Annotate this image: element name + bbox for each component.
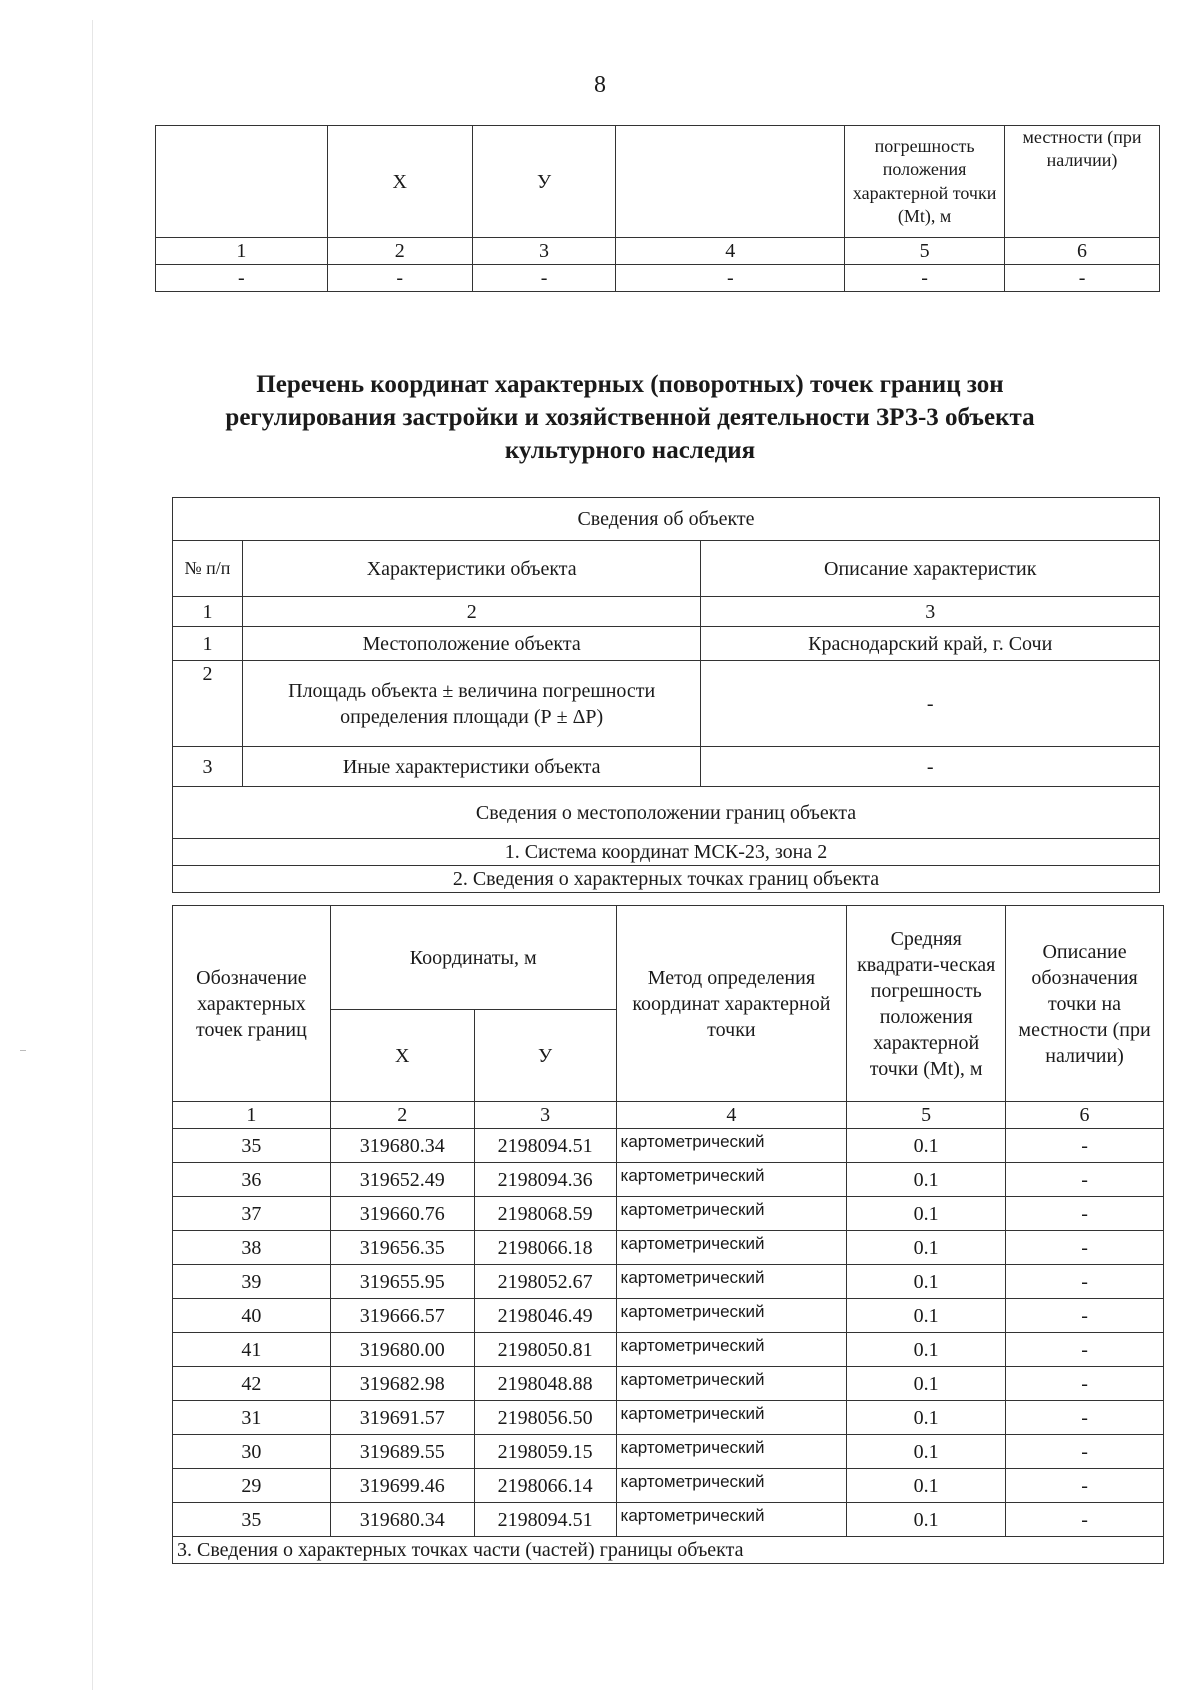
cell: 0.1 — [847, 1129, 1006, 1163]
cell: - — [1006, 1333, 1164, 1367]
location-title-row — [173, 787, 1160, 839]
cell: - — [156, 265, 328, 292]
cell: 2198068.59 — [474, 1197, 616, 1231]
points-footer-row — [173, 1537, 1164, 1564]
cell: картометрический — [616, 1333, 847, 1367]
object-info-number-row — [173, 597, 1160, 627]
cell: У — [472, 126, 616, 238]
table-row — [173, 1333, 1164, 1367]
cell: 3 — [701, 597, 1160, 627]
col-error-header: Средняя квадрати-ческая погрешность положения характерной точки (Mt), м — [847, 906, 1006, 1102]
table-row — [173, 661, 1160, 747]
cell: 2198050.81 — [474, 1333, 616, 1367]
cell: 319656.35 — [330, 1231, 474, 1265]
cell: 319691.57 — [330, 1401, 474, 1435]
cell: 41 — [173, 1333, 331, 1367]
col-y-header: У — [474, 1010, 616, 1102]
col-coords-header: Координаты, м — [330, 906, 616, 1010]
cell: 31 — [173, 1401, 331, 1435]
object-info-title: Сведения об объекте — [173, 498, 1160, 541]
cell: 35 — [173, 1503, 331, 1537]
cell: 2198094.51 — [474, 1503, 616, 1537]
title-line: регулирования застройки и хозяйственной деятельности ЗРЗ-3 объекта — [225, 404, 1035, 431]
scan-margin-line — [92, 20, 93, 1690]
continued-table — [155, 125, 1160, 292]
col-designation-header: Обозначение характерных точек границ — [173, 906, 331, 1102]
continued-table-dash-row — [156, 265, 1160, 292]
cell: 4 — [616, 1102, 847, 1129]
cell: 2 — [327, 238, 472, 265]
cell: 0.1 — [847, 1469, 1006, 1503]
cell: 1 — [156, 238, 328, 265]
table-row — [173, 1231, 1164, 1265]
cell: 319680.34 — [330, 1129, 474, 1163]
table-row — [173, 1265, 1164, 1299]
cell: 0.1 — [847, 1435, 1006, 1469]
cell: 2198066.14 — [474, 1469, 616, 1503]
cell: Х — [327, 126, 472, 238]
cell: картометрический — [616, 1503, 847, 1537]
cell: 2198048.88 — [474, 1367, 616, 1401]
cell: 0.1 — [847, 1401, 1006, 1435]
cell: - — [1006, 1163, 1164, 1197]
cell: 40 — [173, 1299, 331, 1333]
coord-system-row — [173, 839, 1160, 866]
cell: - — [1006, 1299, 1164, 1333]
cell: картометрический — [616, 1163, 847, 1197]
cell: 35 — [173, 1129, 331, 1163]
cell: 42 — [173, 1367, 331, 1401]
cell — [616, 126, 845, 238]
table-row — [173, 1299, 1164, 1333]
cell: 38 — [173, 1231, 331, 1265]
cell: картометрический — [616, 1299, 847, 1333]
coord-system: 1. Система координат МСК-23, зона 2 — [173, 839, 1160, 866]
cell: 2198066.18 — [474, 1231, 616, 1265]
cell: 319689.55 — [330, 1435, 474, 1469]
cell: - — [1006, 1435, 1164, 1469]
page-number: 8 — [594, 72, 606, 98]
object-info-header-row — [173, 541, 1160, 597]
cell: Площадь объекта ± величина погрешности определения площади (Р ± ΔР) — [242, 661, 701, 747]
col-desc-header: Описание характеристик — [701, 541, 1160, 597]
cell: - — [1006, 1469, 1164, 1503]
cell — [156, 126, 328, 238]
cell: 2198052.67 — [474, 1265, 616, 1299]
table-row — [173, 627, 1160, 661]
cell: 30 — [173, 1435, 331, 1469]
col-desc-header: Описание обозначения точки на местности (при наличии) — [1006, 906, 1164, 1102]
points-header-row — [173, 906, 1164, 1010]
cell: 0.1 — [847, 1231, 1006, 1265]
cell: - — [1006, 1503, 1164, 1537]
cell: 6 — [1005, 238, 1160, 265]
cell: 1 — [173, 627, 243, 661]
table-row — [173, 1469, 1164, 1503]
table-row — [173, 1129, 1164, 1163]
cell: - — [1006, 1129, 1164, 1163]
cell: 2198056.50 — [474, 1401, 616, 1435]
cell: Краснодарский край, г. Сочи — [701, 627, 1160, 661]
cell: - — [327, 265, 472, 292]
cell: 0.1 — [847, 1197, 1006, 1231]
section-title-row — [173, 498, 1160, 541]
cell: 37 — [173, 1197, 331, 1231]
cell: 319655.95 — [330, 1265, 474, 1299]
cell: - — [1005, 265, 1160, 292]
cell: картометрический — [616, 1129, 847, 1163]
cell: - — [1006, 1231, 1164, 1265]
cell: картометрический — [616, 1469, 847, 1503]
cell: Местоположение объекта — [242, 627, 701, 661]
cell: картометрический — [616, 1265, 847, 1299]
col-x-header: Х — [330, 1010, 474, 1102]
cell: 3 — [474, 1102, 616, 1129]
table-row — [173, 1435, 1164, 1469]
table-row — [173, 1367, 1164, 1401]
location-info-title: Сведения о местоположении границ объекта — [173, 787, 1160, 839]
cell: погрешность положения характерной точки (Mt), м — [845, 126, 1005, 238]
points-title: 2. Сведения о характерных точках границ объекта — [173, 866, 1160, 893]
continued-table-number-row — [156, 238, 1160, 265]
cell: картометрический — [616, 1435, 847, 1469]
cell: 36 — [173, 1163, 331, 1197]
cell: - — [1006, 1401, 1164, 1435]
cell: 5 — [845, 238, 1005, 265]
col-num-header: № п/п — [173, 541, 243, 597]
cell: 3 — [173, 747, 243, 787]
cell: 0.1 — [847, 1503, 1006, 1537]
cell: 1 — [173, 1102, 331, 1129]
cell: 6 — [1006, 1102, 1164, 1129]
table-row — [173, 1401, 1164, 1435]
cell: картометрический — [616, 1231, 847, 1265]
cell: 319682.98 — [330, 1367, 474, 1401]
cell: 1 — [173, 597, 243, 627]
cell: 2198094.36 — [474, 1163, 616, 1197]
cell: 319666.57 — [330, 1299, 474, 1333]
cell: 2 — [173, 661, 243, 747]
cell: картометрический — [616, 1197, 847, 1231]
cell: - — [701, 661, 1160, 747]
cell: картометрический — [616, 1401, 847, 1435]
points-footer: 3. Сведения о характерных точках части (частей) границы объекта — [173, 1537, 1164, 1564]
cell: картометрический — [616, 1367, 847, 1401]
cell: 2 — [330, 1102, 474, 1129]
points-number-row — [173, 1102, 1164, 1129]
title-line: Перечень координат характерных (поворотных) точек границ зон — [256, 371, 1004, 398]
col-method-header: Метод определения координат характерной точки — [616, 906, 847, 1102]
table-row — [173, 1197, 1164, 1231]
cell: 2198094.51 — [474, 1129, 616, 1163]
cell: 4 — [616, 238, 845, 265]
cell: 319680.00 — [330, 1333, 474, 1367]
cell: 29 — [173, 1469, 331, 1503]
cell: 319652.49 — [330, 1163, 474, 1197]
cell: 2 — [242, 597, 701, 627]
cell: 0.1 — [847, 1367, 1006, 1401]
cell: - — [701, 747, 1160, 787]
cell: 2198046.49 — [474, 1299, 616, 1333]
cell: 5 — [847, 1102, 1006, 1129]
continued-table-header-row — [156, 126, 1160, 238]
col-char-header: Характеристики объекта — [242, 541, 701, 597]
cell: - — [845, 265, 1005, 292]
cell: - — [616, 265, 845, 292]
cell: 3 — [472, 238, 616, 265]
cell: 2198059.15 — [474, 1435, 616, 1469]
points-title-row — [173, 866, 1160, 893]
object-info-table — [172, 497, 1160, 893]
cell: 319660.76 — [330, 1197, 474, 1231]
cell: Иные характеристики объекта — [242, 747, 701, 787]
cell: 0.1 — [847, 1163, 1006, 1197]
cell: 319699.46 — [330, 1469, 474, 1503]
cell: 39 — [173, 1265, 331, 1299]
cell: - — [1006, 1265, 1164, 1299]
cell: - — [472, 265, 616, 292]
cell: - — [1006, 1197, 1164, 1231]
table-row — [173, 1163, 1164, 1197]
scan-mark — [20, 1050, 26, 1051]
cell: 0.1 — [847, 1333, 1006, 1367]
table-row — [173, 1503, 1164, 1537]
cell: 319680.34 — [330, 1503, 474, 1537]
cell: местности (при наличии) — [1005, 126, 1160, 238]
title-line: культурного наследия — [504, 437, 756, 464]
table-row — [173, 747, 1160, 787]
cell: 0.1 — [847, 1265, 1006, 1299]
points-table — [172, 905, 1164, 1564]
document-title — [150, 368, 1110, 467]
cell: - — [1006, 1367, 1164, 1401]
cell: 0.1 — [847, 1299, 1006, 1333]
